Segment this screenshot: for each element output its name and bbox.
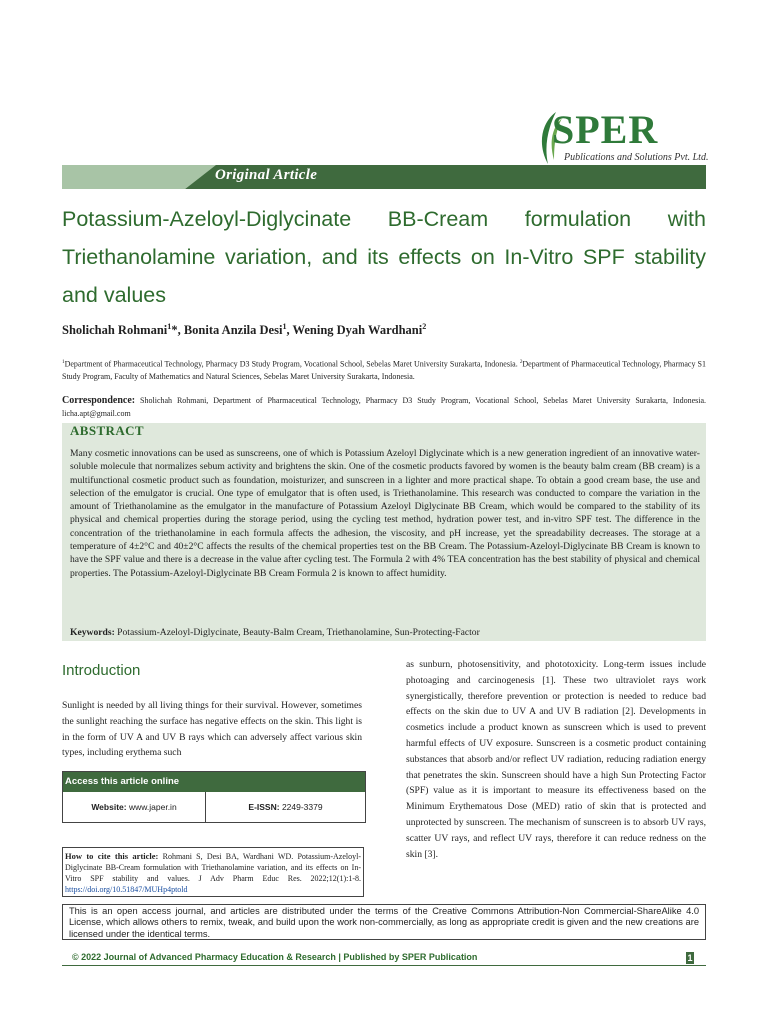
corresponding-mark: *	[171, 323, 178, 338]
abstract-box	[62, 423, 706, 641]
access-online-box	[62, 771, 366, 823]
website-label: Website:	[91, 802, 127, 812]
affil-number: 1	[62, 359, 65, 365]
author-affil-ref: 2	[422, 322, 427, 331]
author-separator: ,	[286, 323, 293, 338]
issn-label: E-ISSN:	[248, 802, 280, 812]
affil-number: 2	[519, 359, 523, 365]
body-text-left: Sunlight is needed by all living things for their survival. However, sometimes the sunlight reaching the surface has negative effects on the skin. This light is in the form of UV A and UV B rays which can adversely affect various skin types, including erythema such	[62, 700, 362, 759]
logo-subtitle: Publications and Solutions Pvt. Ltd.	[564, 152, 709, 163]
author-list	[62, 322, 706, 338]
article-title: Potassium-Azeloyl-Diglycinate BB-Cream formulation with Triethanolamine variation, and its effects on In-Vitro SPF stability and values	[62, 207, 706, 307]
logo-name: SPER	[552, 107, 659, 152]
correspondence-text: Sholichah Rohmani, Department of Pharmaceutical Technology, Pharmacy D3 Study Program, Vocational School, Sebelas Maret University Surakarta, Indonesia. licha.apt@gmail.com	[62, 396, 706, 418]
keywords	[70, 627, 700, 638]
section-heading-introduction: Introduction	[62, 662, 141, 679]
author-name[interactable]: Bonita Anzila Desi	[183, 323, 283, 338]
doi-link[interactable]: https://doi.org/10.51847/MUHp4ptold	[65, 885, 188, 894]
issn-cell	[206, 792, 365, 822]
keywords-label: Keywords:	[70, 627, 115, 638]
author-separator: ,	[177, 323, 184, 338]
author-name[interactable]: Sholichah Rohmani	[62, 323, 168, 338]
access-heading: Access this article online	[63, 772, 365, 792]
citation-box	[62, 847, 364, 897]
license-notice: This is an open access journal, and articles are distributed under the terms of the Creative Commons Attribution-Non Commercial-ShareAlike 4.0 License, which allows others to remix, tweak, and build upon the work non-commercially, as long as appropriate credit is given and the new creations are licensed under the identical terms.	[62, 904, 706, 940]
page-number: 1	[687, 953, 693, 963]
article-type-label: Original Article	[215, 167, 318, 183]
author-affil-ref: 1	[282, 322, 287, 331]
affil-text: Department of Pharmaceutical Technology, Pharmacy D3 Study Program, Vocational School, Sebelas Maret University Surakarta, Indonesia.	[64, 359, 520, 369]
correspondence-label: Correspondence:	[62, 395, 136, 406]
correspondence	[62, 394, 706, 420]
author-affil-ref: 1	[167, 322, 172, 331]
affil-text: Department of Pharmaceutical Technology, Pharmacy S1 Study Program, Faculty of Mathematics and Natural Sciences, Sebelas Maret University Surakarta, Indonesia.	[62, 359, 706, 381]
body-text-right: as sunburn, photosensitivity, and phototoxicity. Long-term issues include photoaging and carcinogenesis [1]. These two ultraviolet rays work synergistically, therefore prevention or protection is needed to reduce bad effects on the skin due to UV A and UV B radiation [2]. Developments in cosmetics include a product known as sunscreen which is used to prevent harmful effects of UV exposure. Sunscreen is a cosmetic product containing substances that absorb and/or reflect UV radiation, reducing radiation energy that penetrates the skin. Sunscreen should have a high Sun Protecting Factor (SPF) value as it is important to measure its effectiveness based on the Minimum Erythematous Dose (MED) ratio of skin that is protected and unprotected by sunscreen. The mechanism of sunscreen is to absorb UV rays, scatter UV rays, and reflect UV rays, therefore it can reduce redness on the skin [3].	[406, 659, 706, 860]
affiliations	[62, 356, 706, 383]
website-value[interactable]: www.japer.in	[126, 802, 177, 812]
article-type-banner	[62, 165, 706, 189]
abstract-heading: ABSTRACT	[70, 423, 144, 438]
footer-rule	[62, 965, 706, 966]
keywords-text: Potassium-Azeloyl-Diglycinate, Beauty-Balm Cream, Triethanolamine, Sun-Protecting-Factor	[114, 627, 480, 638]
abstract-body: Many cosmetic innovations can be used as sunscreens, one of which is Potassium Azeloyl Diglycinate which is a new generation ingredient of an innovative water-soluble molecule that normalizes sebum activity and brightens the skin. One of the cosmetic products favored by women is the beauty balm cream (BB cream) is a multifunctional cosmetic product such as foundation, moisturizer, and sunscreen in a lighter and more practical shape. To obtain a good cream base, the use and selection of the emulgator is crucial. One type of emulgator that is often used, is Triethanolamine. This research was conducted to compare the variation in the amount of Triethanolamine as the emulgator in the manufacture of Potassium Azeloyl Diglycinate BB Cream, which would be compared to the stability of its physical and chemical properties during the storage period, using the cycling test method, hydration power test, and in-vitro SPF test. The difference in the concentration of the triethanolamine in each formula affects the adhesion, the viscosity, and pH increase, yet the spreadability decreases. The storage at a temperature of 4±2°C and 40±2°C affects the results of the chemical properties test on the BB Cream. The Potassium-Azeloyl-Diglycinate BB Cream is known to have the SPF value and there is a decrease in the value after cycling test. The Formula 2 with 4% TEA concentration has the best stability of physical and chemical properties. The Potassium-Azeloyl-Diglycinate BB Cream Formula 2 is known to affect humidity.	[70, 448, 700, 579]
banner-accent	[62, 165, 216, 189]
page-footer	[62, 950, 706, 966]
website-cell[interactable]	[63, 792, 206, 822]
issn-value: 2249-3379	[279, 802, 323, 812]
citation-label: How to cite this article:	[65, 851, 159, 861]
author-name[interactable]: Wening Dyah Wardhani	[292, 323, 423, 338]
footer-copyright: © 2022 Journal of Advanced Pharmacy Education & Research | Published by SPER Publication	[72, 952, 478, 962]
publisher-logo	[536, 108, 708, 168]
citation-text: Rohmani S, Desi BA, Wardhani WD. Potassium-Azeloyl-Diglycinate BB-Cream formulation with Triethanolamine variation, and its effects on In-Vitro SPF stability and values. J Adv Pharm Educ Res. 2022;12(1):1-8.	[65, 852, 361, 883]
